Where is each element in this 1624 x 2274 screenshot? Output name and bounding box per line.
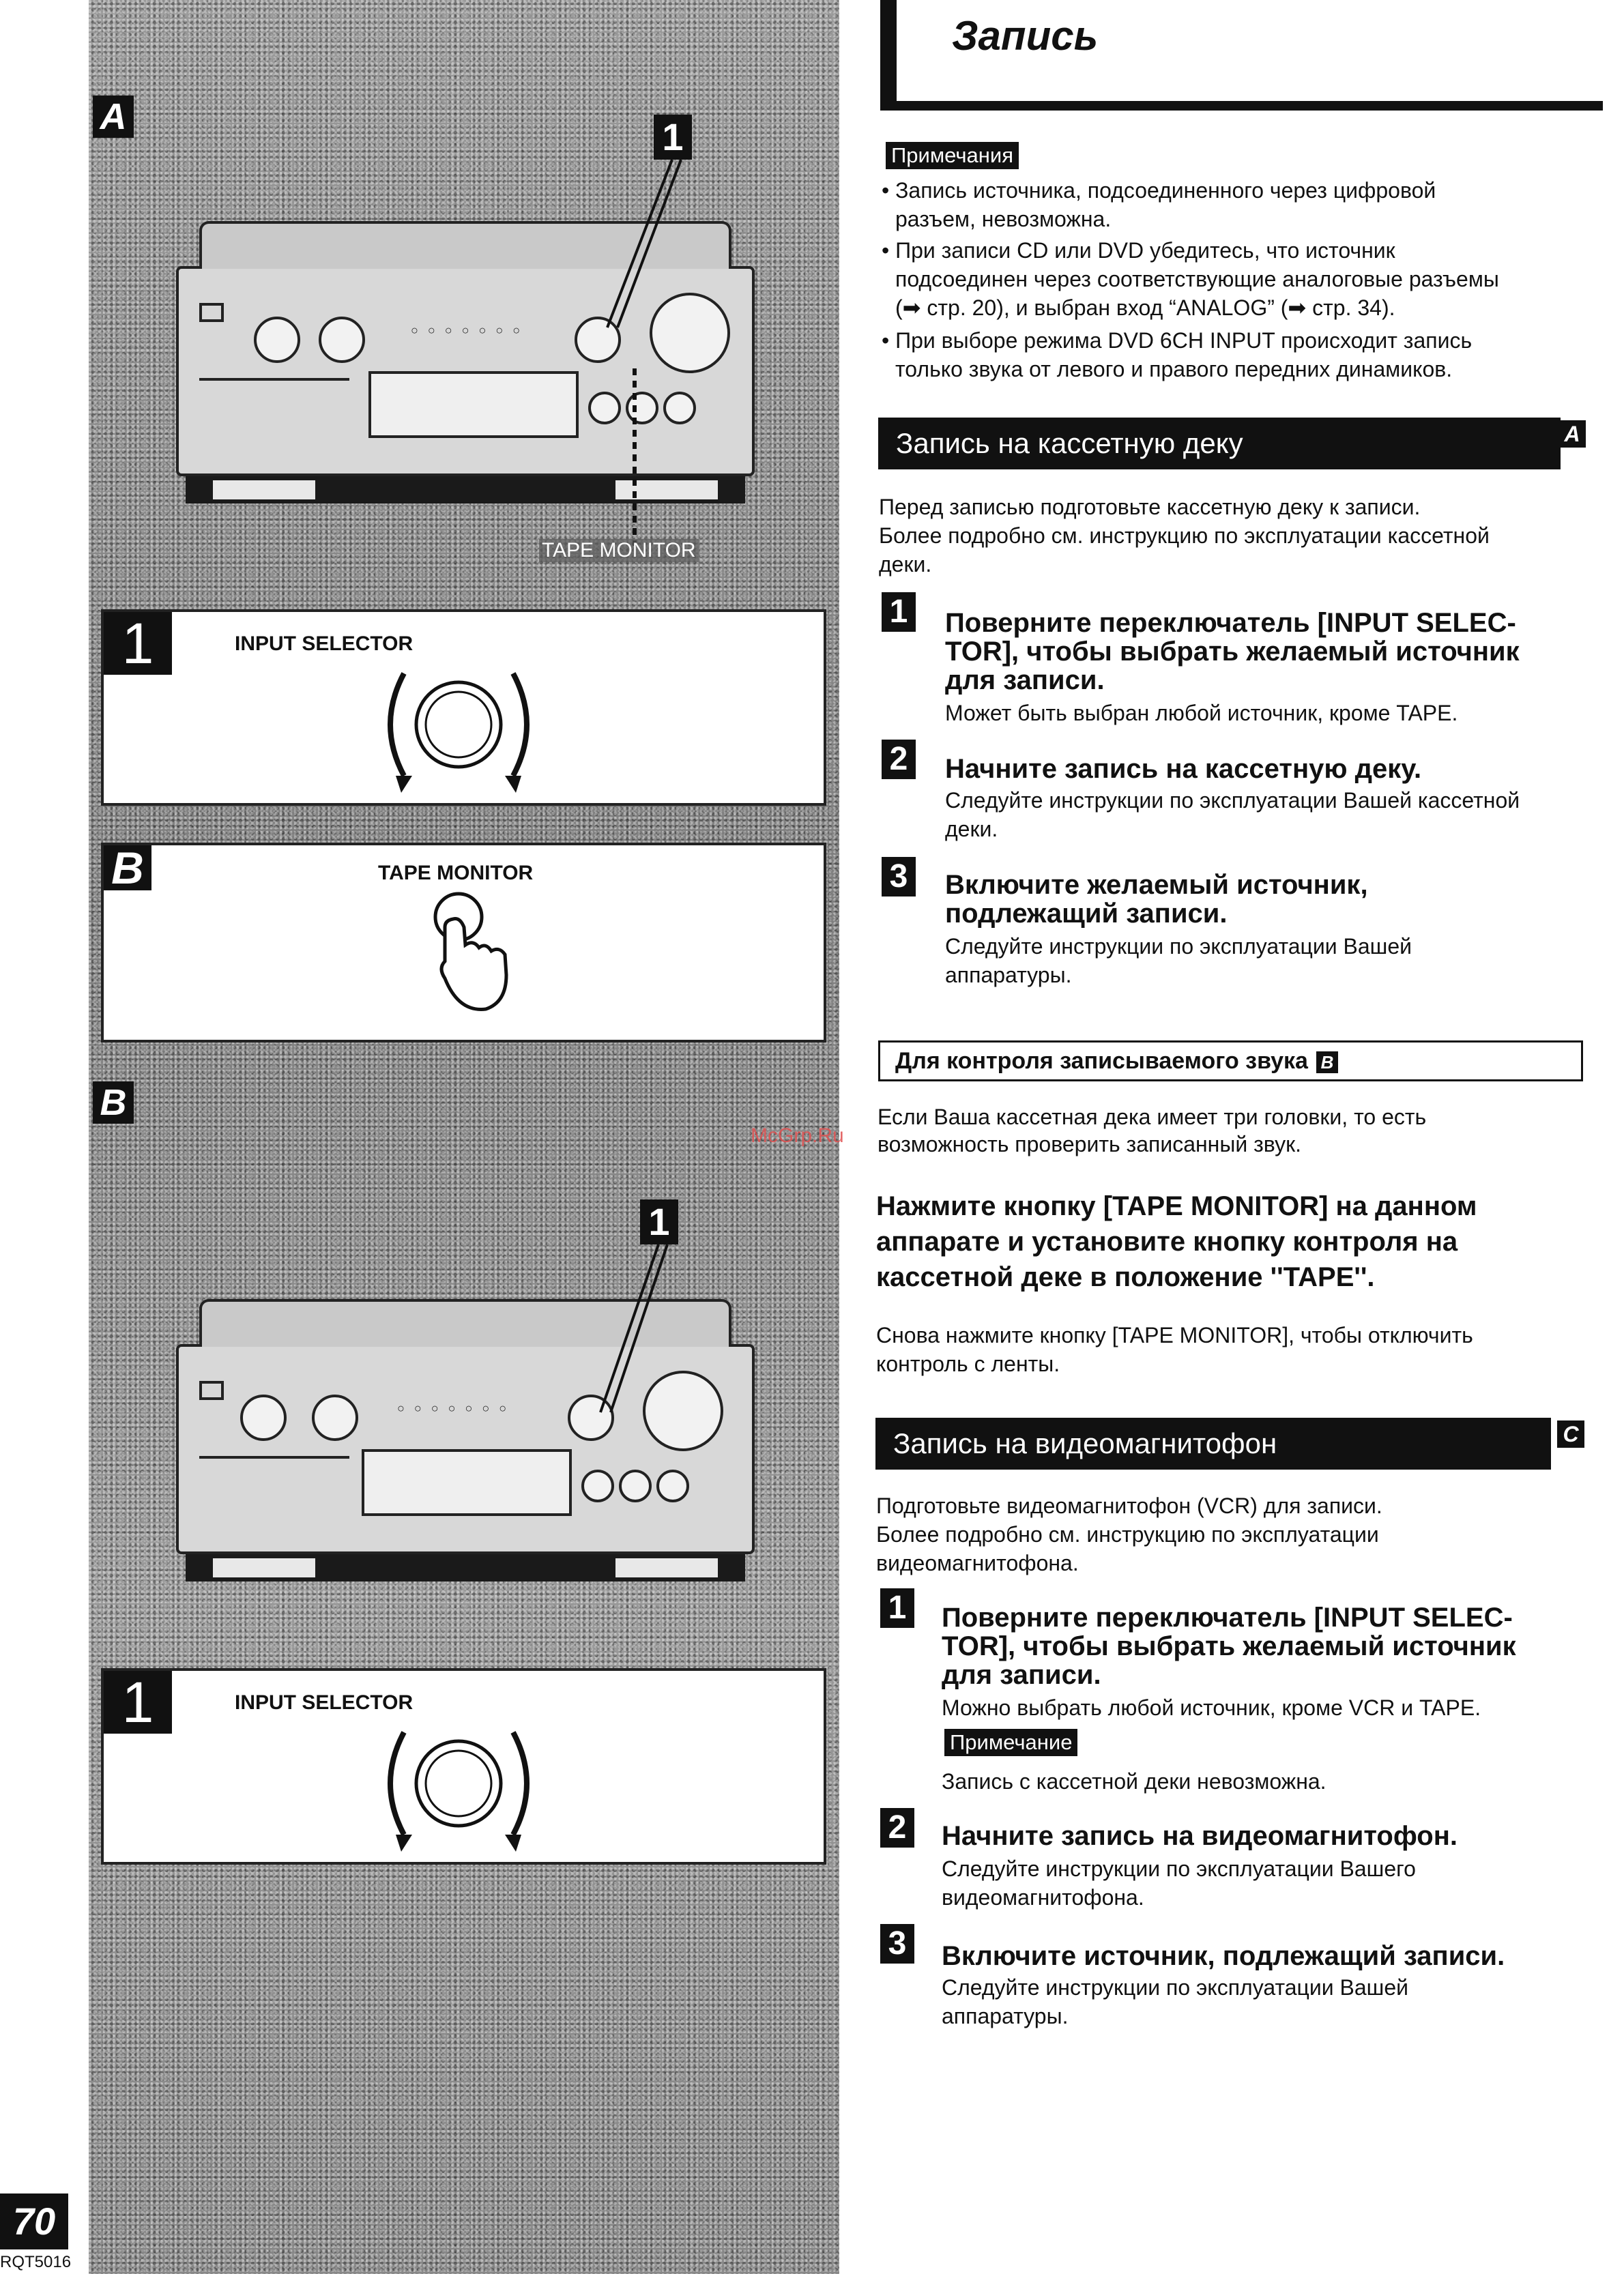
callout-lines-a: [0, 0, 846, 614]
vcr-step-desc: Следуйте инструкции по эксплуатации Вашей: [942, 1975, 1408, 2000]
tape-monitor-callout: TAPE MONITOR: [539, 539, 699, 562]
tape-monitor-panel: [101, 843, 826, 1043]
tape-step-title: TOR], чтобы выбрать желаемый источник: [945, 637, 1520, 667]
panel-step-number: 1: [104, 612, 172, 675]
note-line: разъем, невозможна.: [895, 207, 1112, 231]
callout-lines-b: [0, 1160, 846, 1433]
watermark: McGrp.Ru: [751, 1124, 844, 1147]
tape-step-title: подлежащий записи.: [945, 899, 1228, 929]
vcr-section-heading: Запись на видеомагнитофон: [875, 1418, 1551, 1470]
vcr-intro-line: видеомагнитофона.: [876, 1551, 1079, 1575]
monitor-intro-line: возможность проверить записанный звук.: [878, 1132, 1301, 1156]
tape-step-number: 1: [882, 592, 916, 632]
note-line: (➡ стр. 20), и выбран вход “ANALOG” (➡ стр. 34).: [895, 295, 1395, 320]
vcr-step-desc: аппаратуры.: [942, 2004, 1069, 2028]
document-code: RQT5016: [0, 2253, 72, 2271]
monitor-intro-line: Если Ваша кассетная дека имеет три головки, то есть: [878, 1105, 1427, 1129]
monitor-instruction: Нажмите кнопку [TAPE MONITOR] на данном: [876, 1191, 1477, 1221]
vcr-step-number: 1: [880, 1588, 914, 1628]
vcr-note-text: Запись с кассетной деки невозможна.: [942, 1769, 1326, 1794]
tape-intro-line: деки.: [879, 552, 932, 577]
monitor-corner: B: [1316, 1051, 1338, 1073]
tape-step-desc: Следуйте инструкции по эксплуатации Вашей кассетной: [945, 788, 1520, 813]
tape-intro-line: Перед записью подготовьте кассетную деку к записи.: [879, 495, 1421, 519]
monitor-heading-text: Для контроля записываемого звука: [895, 1048, 1308, 1074]
vcr-intro-line: Подготовьте видеомагнитофон (VCR) для записи.: [876, 1493, 1382, 1518]
receiver-illustration-a: ○○○○○○○: [176, 266, 755, 476]
tape-step-title: Включите желаемый источник,: [945, 870, 1368, 900]
rotate-knob-icon: [363, 1719, 554, 1855]
note-line: • При записи CD или DVD убедитесь, что источник: [882, 238, 1395, 263]
vcr-step-desc: видеомагнитофона.: [942, 1885, 1144, 1910]
tape-step-desc: Может быть выбран любой источник, кроме TAPE.: [945, 701, 1458, 725]
vcr-note-tag: Примечание: [944, 1729, 1077, 1756]
monitor-heading: [878, 1040, 1583, 1081]
page-title: Запись: [952, 13, 1099, 59]
tape-step-desc: Следуйте инструкции по эксплуатации Вашей: [945, 934, 1412, 959]
tape-step-desc: деки.: [945, 817, 998, 841]
vcr-step-title: TOR], чтобы выбрать желаемый источник: [942, 1631, 1516, 1661]
tape-step-number: 3: [882, 857, 916, 897]
vcr-step-title: Включите источник, подлежащий записи.: [942, 1941, 1505, 1971]
tape-intro-line: Более подробно см. инструкцию по эксплуатации кассетной: [879, 523, 1490, 548]
input-selector-panel-b: [101, 1668, 826, 1865]
tape-step-title: Начните запись на кассетную деку.: [945, 754, 1422, 784]
tape-step-desc: аппаратуры.: [945, 963, 1072, 987]
monitor-after-line: Снова нажмите кнопку [TAPE MONITOR], чтобы отключить: [876, 1323, 1473, 1347]
vcr-step-number: 2: [880, 1808, 914, 1848]
tape-section-heading: Запись на кассетную деку: [878, 418, 1561, 469]
vcr-section-corner: C: [1557, 1420, 1584, 1448]
note-line: • Запись источника, подсоединенного через цифровой: [882, 178, 1436, 203]
vcr-step-title: Поверните переключатель [INPUT SELEC-: [942, 1603, 1513, 1633]
page-number: 70: [0, 2193, 68, 2249]
panel-section-letter: B: [104, 845, 151, 890]
input-selector-panel-a: [101, 609, 826, 806]
section-b-label: B: [93, 1081, 134, 1124]
tape-step-title: Поверните переключатель [INPUT SELEC-: [945, 608, 1516, 638]
section-a-label: A: [93, 96, 134, 138]
callout-number-b: 1: [640, 1199, 678, 1244]
tape-section-corner: A: [1558, 420, 1586, 448]
note-line: • При выборе режима DVD 6CH INPUT происходит запись: [882, 328, 1473, 353]
monitor-after-line: контроль с ленты.: [876, 1352, 1060, 1376]
note-line: только звука от левого и правого передних динамиков.: [895, 357, 1453, 381]
monitor-instruction: кассетной деке в положение ''TAPE''.: [876, 1262, 1375, 1292]
vcr-intro-line: Более подробно см. инструкцию по эксплуатации: [876, 1522, 1379, 1547]
panel-step-number: 1: [104, 1671, 172, 1734]
rotate-knob-icon: [363, 660, 554, 796]
vcr-step-number: 3: [880, 1924, 914, 1964]
panel-label: INPUT SELECTOR: [235, 632, 414, 655]
vcr-step-desc: Можно выбрать любой источник, кроме VCR и TAPE.: [942, 1695, 1481, 1720]
vcr-step-title: Начните запись на видеомагнитофон.: [942, 1821, 1458, 1851]
tape-step-title: для записи.: [945, 665, 1105, 695]
press-button-hand-icon: [418, 886, 527, 1023]
vcr-step-desc: Следуйте инструкции по эксплуатации Вашего: [942, 1856, 1416, 1881]
tape-step-number: 2: [882, 740, 916, 779]
callout-number-a: 1: [654, 115, 692, 160]
panel-label: INPUT SELECTOR: [235, 1691, 414, 1714]
vcr-step-title: для записи.: [942, 1660, 1101, 1690]
receiver-illustration-b: ○○○○○○○: [176, 1344, 755, 1554]
panel-label: TAPE MONITOR: [378, 862, 534, 884]
monitor-instruction: аппарате и установите кнопку контроля на: [876, 1227, 1458, 1257]
notes-tag: Примечания: [886, 142, 1019, 169]
note-line: подсоединен через соответствующие аналоговые разъемы: [895, 267, 1499, 291]
